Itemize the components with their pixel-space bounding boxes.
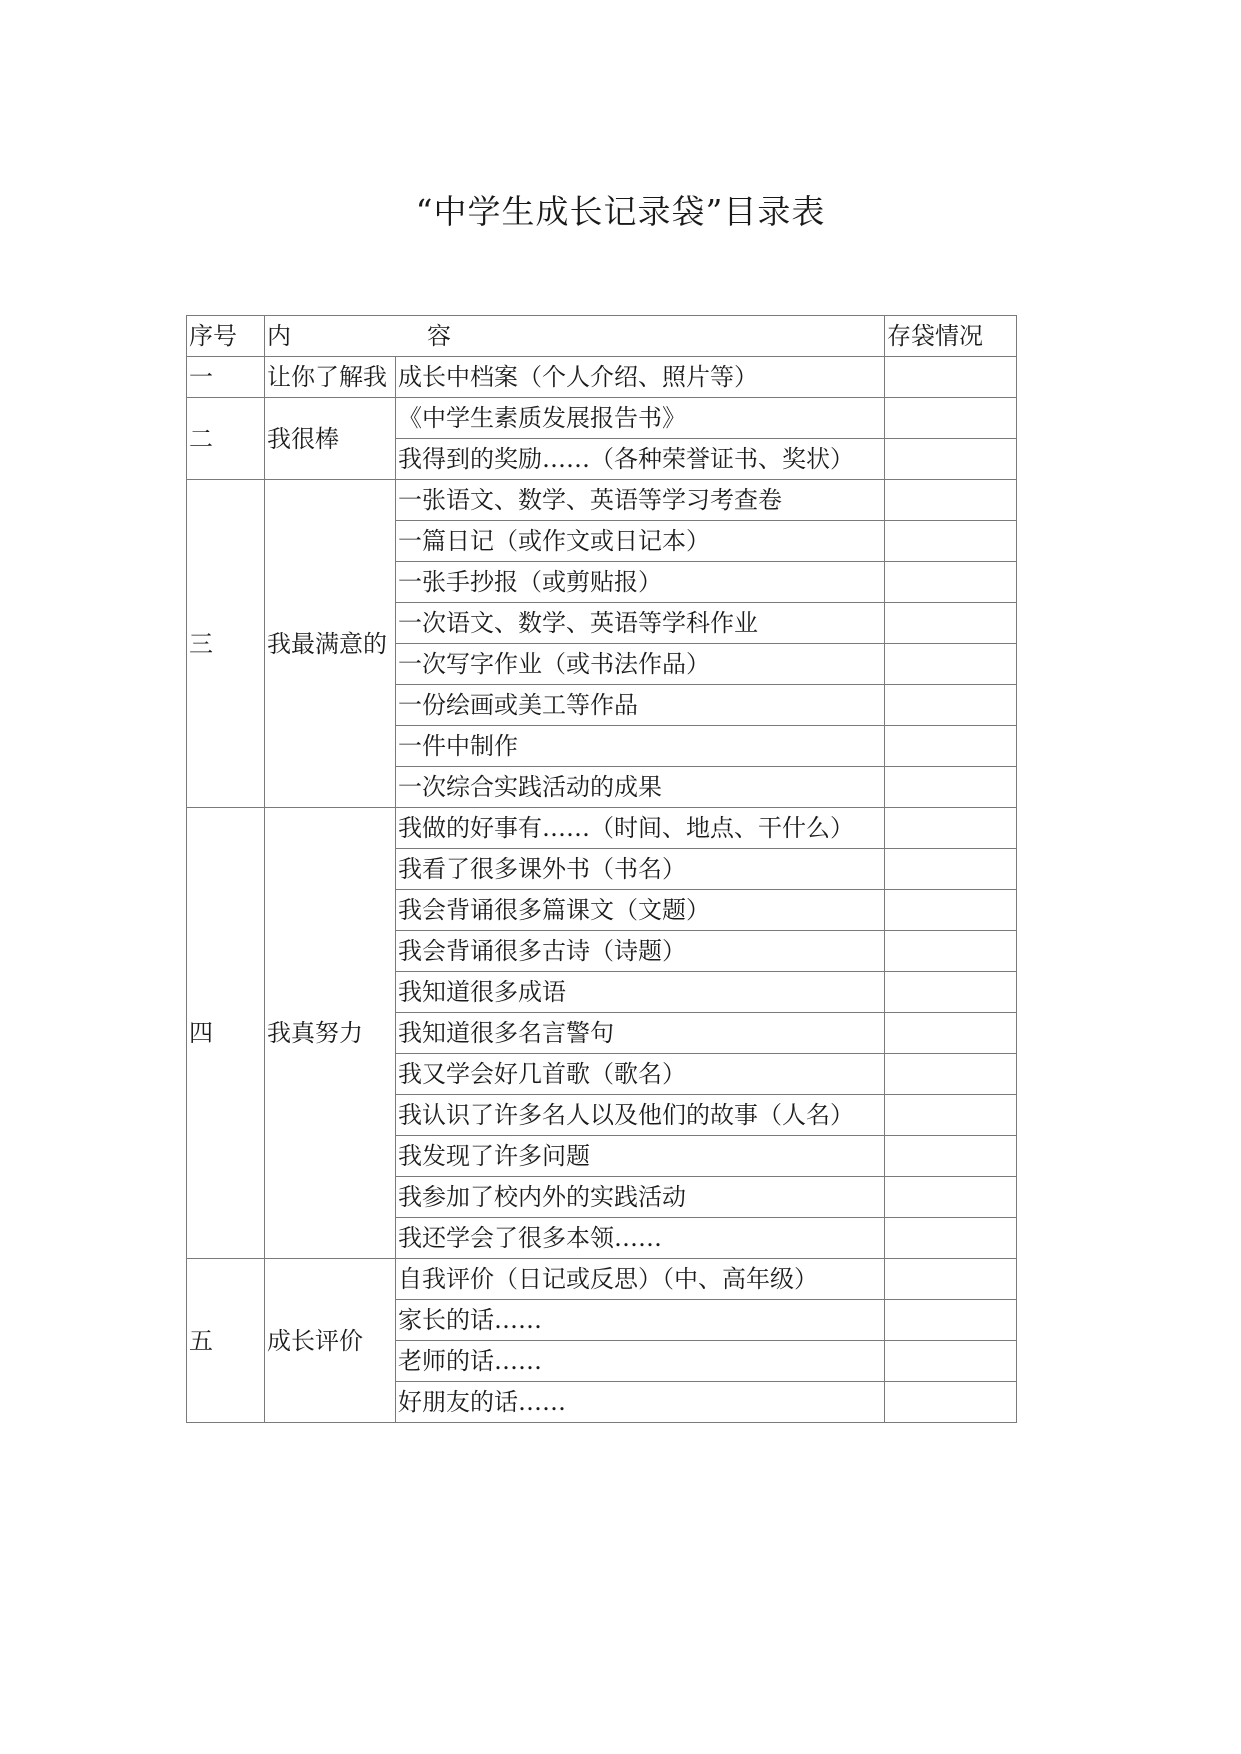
item-content: 好朋友的话……	[396, 1382, 885, 1423]
item-status-cell[interactable]	[885, 972, 1017, 1013]
item-content: 一次语文、数学、英语等学科作业	[396, 603, 885, 644]
item-content: 一份绘画或美工等作品	[396, 685, 885, 726]
item-content: 自我评价（日记或反思）（中、高年级）	[396, 1259, 885, 1300]
table-body	[187, 316, 1017, 1423]
item-status-cell[interactable]	[885, 1300, 1017, 1341]
item-status-cell[interactable]	[885, 1382, 1017, 1423]
section-group: 成长评价	[265, 1259, 396, 1423]
item-content: 《中学生素质发展报告书》	[396, 398, 885, 439]
header-content-right: 容	[427, 322, 451, 350]
item-status-cell[interactable]	[885, 1177, 1017, 1218]
contents-table	[186, 315, 1017, 1423]
item-content: 我看了很多课外书（书名）	[396, 849, 885, 890]
item-status-cell[interactable]	[885, 1341, 1017, 1382]
item-status-cell[interactable]	[885, 890, 1017, 931]
item-content: 我认识了许多名人以及他们的故事（人名）	[396, 1095, 885, 1136]
item-status-cell[interactable]	[885, 357, 1017, 398]
item-status-cell[interactable]	[885, 1259, 1017, 1300]
header-status: 存袋情况	[885, 316, 1017, 357]
item-content: 老师的话……	[396, 1341, 885, 1382]
section-seq: 四	[187, 808, 265, 1259]
item-content: 一张语文、数学、英语等学习考查卷	[396, 480, 885, 521]
section-seq: 五	[187, 1259, 265, 1423]
item-status-cell[interactable]	[885, 644, 1017, 685]
item-status-cell[interactable]	[885, 439, 1017, 480]
item-status-cell[interactable]	[885, 1136, 1017, 1177]
item-status-cell[interactable]	[885, 480, 1017, 521]
item-status-cell[interactable]	[885, 931, 1017, 972]
section-seq: 三	[187, 480, 265, 808]
item-status-cell[interactable]	[885, 562, 1017, 603]
item-status-cell[interactable]	[885, 1013, 1017, 1054]
header-content-left: 内	[267, 322, 291, 350]
item-content: 一次写字作业（或书法作品）	[396, 644, 885, 685]
item-content: 我又学会好几首歌（歌名）	[396, 1054, 885, 1095]
item-content: 一次综合实践活动的成果	[396, 767, 885, 808]
item-status-cell[interactable]	[885, 685, 1017, 726]
item-content: 我做的好事有……（时间、地点、干什么）	[396, 808, 885, 849]
item-status-cell[interactable]	[885, 1054, 1017, 1095]
header-row	[187, 316, 1017, 357]
item-content: 成长中档案（个人介绍、照片等）	[396, 357, 885, 398]
section-group: 我最满意的	[265, 480, 396, 808]
item-content: 我知道很多名言警句	[396, 1013, 885, 1054]
table-row	[187, 480, 1017, 521]
header-content	[265, 316, 885, 357]
item-status-cell[interactable]	[885, 1095, 1017, 1136]
table-row	[187, 808, 1017, 849]
item-content: 我还学会了很多本领……	[396, 1218, 885, 1259]
item-content: 我会背诵很多古诗（诗题）	[396, 931, 885, 972]
item-content: 我知道很多成语	[396, 972, 885, 1013]
item-content: 我得到的奖励……（各种荣誉证书、奖状）	[396, 439, 885, 480]
section-group: 我真努力	[265, 808, 396, 1259]
item-content: 我会背诵很多篇课文（文题）	[396, 890, 885, 931]
section-group: 我很棒	[265, 398, 396, 480]
table-row	[187, 398, 1017, 439]
item-content: 一篇日记（或作文或日记本）	[396, 521, 885, 562]
item-status-cell[interactable]	[885, 808, 1017, 849]
item-status-cell[interactable]	[885, 521, 1017, 562]
table-row	[187, 357, 1017, 398]
item-content: 一件中制作	[396, 726, 885, 767]
table-row	[187, 1259, 1017, 1300]
item-status-cell[interactable]	[885, 726, 1017, 767]
item-status-cell[interactable]	[885, 398, 1017, 439]
item-status-cell[interactable]	[885, 767, 1017, 808]
item-status-cell[interactable]	[885, 603, 1017, 644]
section-seq: 二	[187, 398, 265, 480]
item-content: 家长的话……	[396, 1300, 885, 1341]
item-content: 一张手抄报（或剪贴报）	[396, 562, 885, 603]
section-seq: 一	[187, 357, 265, 398]
item-status-cell[interactable]	[885, 1218, 1017, 1259]
item-status-cell[interactable]	[885, 849, 1017, 890]
page-title: “中学生成长记录袋”目录表	[415, 192, 826, 231]
item-content: 我参加了校内外的实践活动	[396, 1177, 885, 1218]
section-group: 让你了解我	[265, 357, 396, 398]
header-seq: 序号	[187, 316, 265, 357]
item-content: 我发现了许多问题	[396, 1136, 885, 1177]
